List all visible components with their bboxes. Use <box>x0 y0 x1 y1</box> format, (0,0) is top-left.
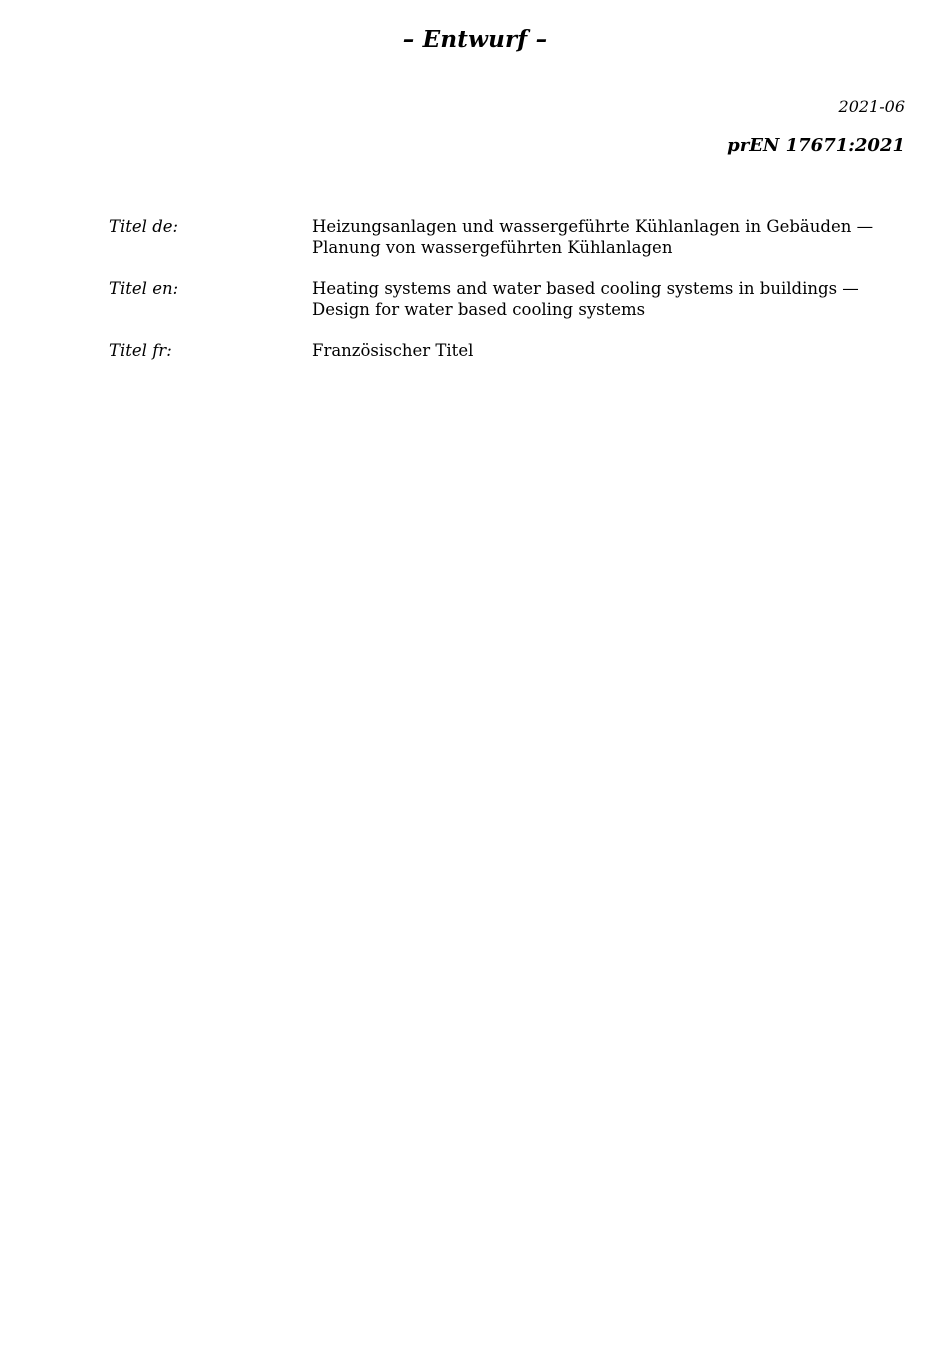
title-text-de: Heizungsanlagen und wassergeführte Kühlanlagen in Gebäuden — Planung von wassergeführten Kühlanlagen <box>312 217 874 257</box>
title-label-de: Titel de: <box>109 217 179 236</box>
title-row-de <box>109 216 905 258</box>
title-label-fr: Titel fr: <box>109 341 172 360</box>
document-number: prEN 17671:2021 <box>727 135 905 156</box>
title-row-en <box>109 278 905 320</box>
title-text-fr: Französischer Titel <box>312 341 474 360</box>
draft-title: – Entwurf – <box>402 26 548 53</box>
title-list <box>109 216 905 381</box>
title-text-en: Heating systems and water based cooling systems in buildings — Design for water based cooling systems <box>312 279 859 319</box>
title-label-en: Titel en: <box>109 279 179 298</box>
title-row-fr <box>109 340 905 361</box>
document-date: 2021-06 <box>838 97 905 116</box>
